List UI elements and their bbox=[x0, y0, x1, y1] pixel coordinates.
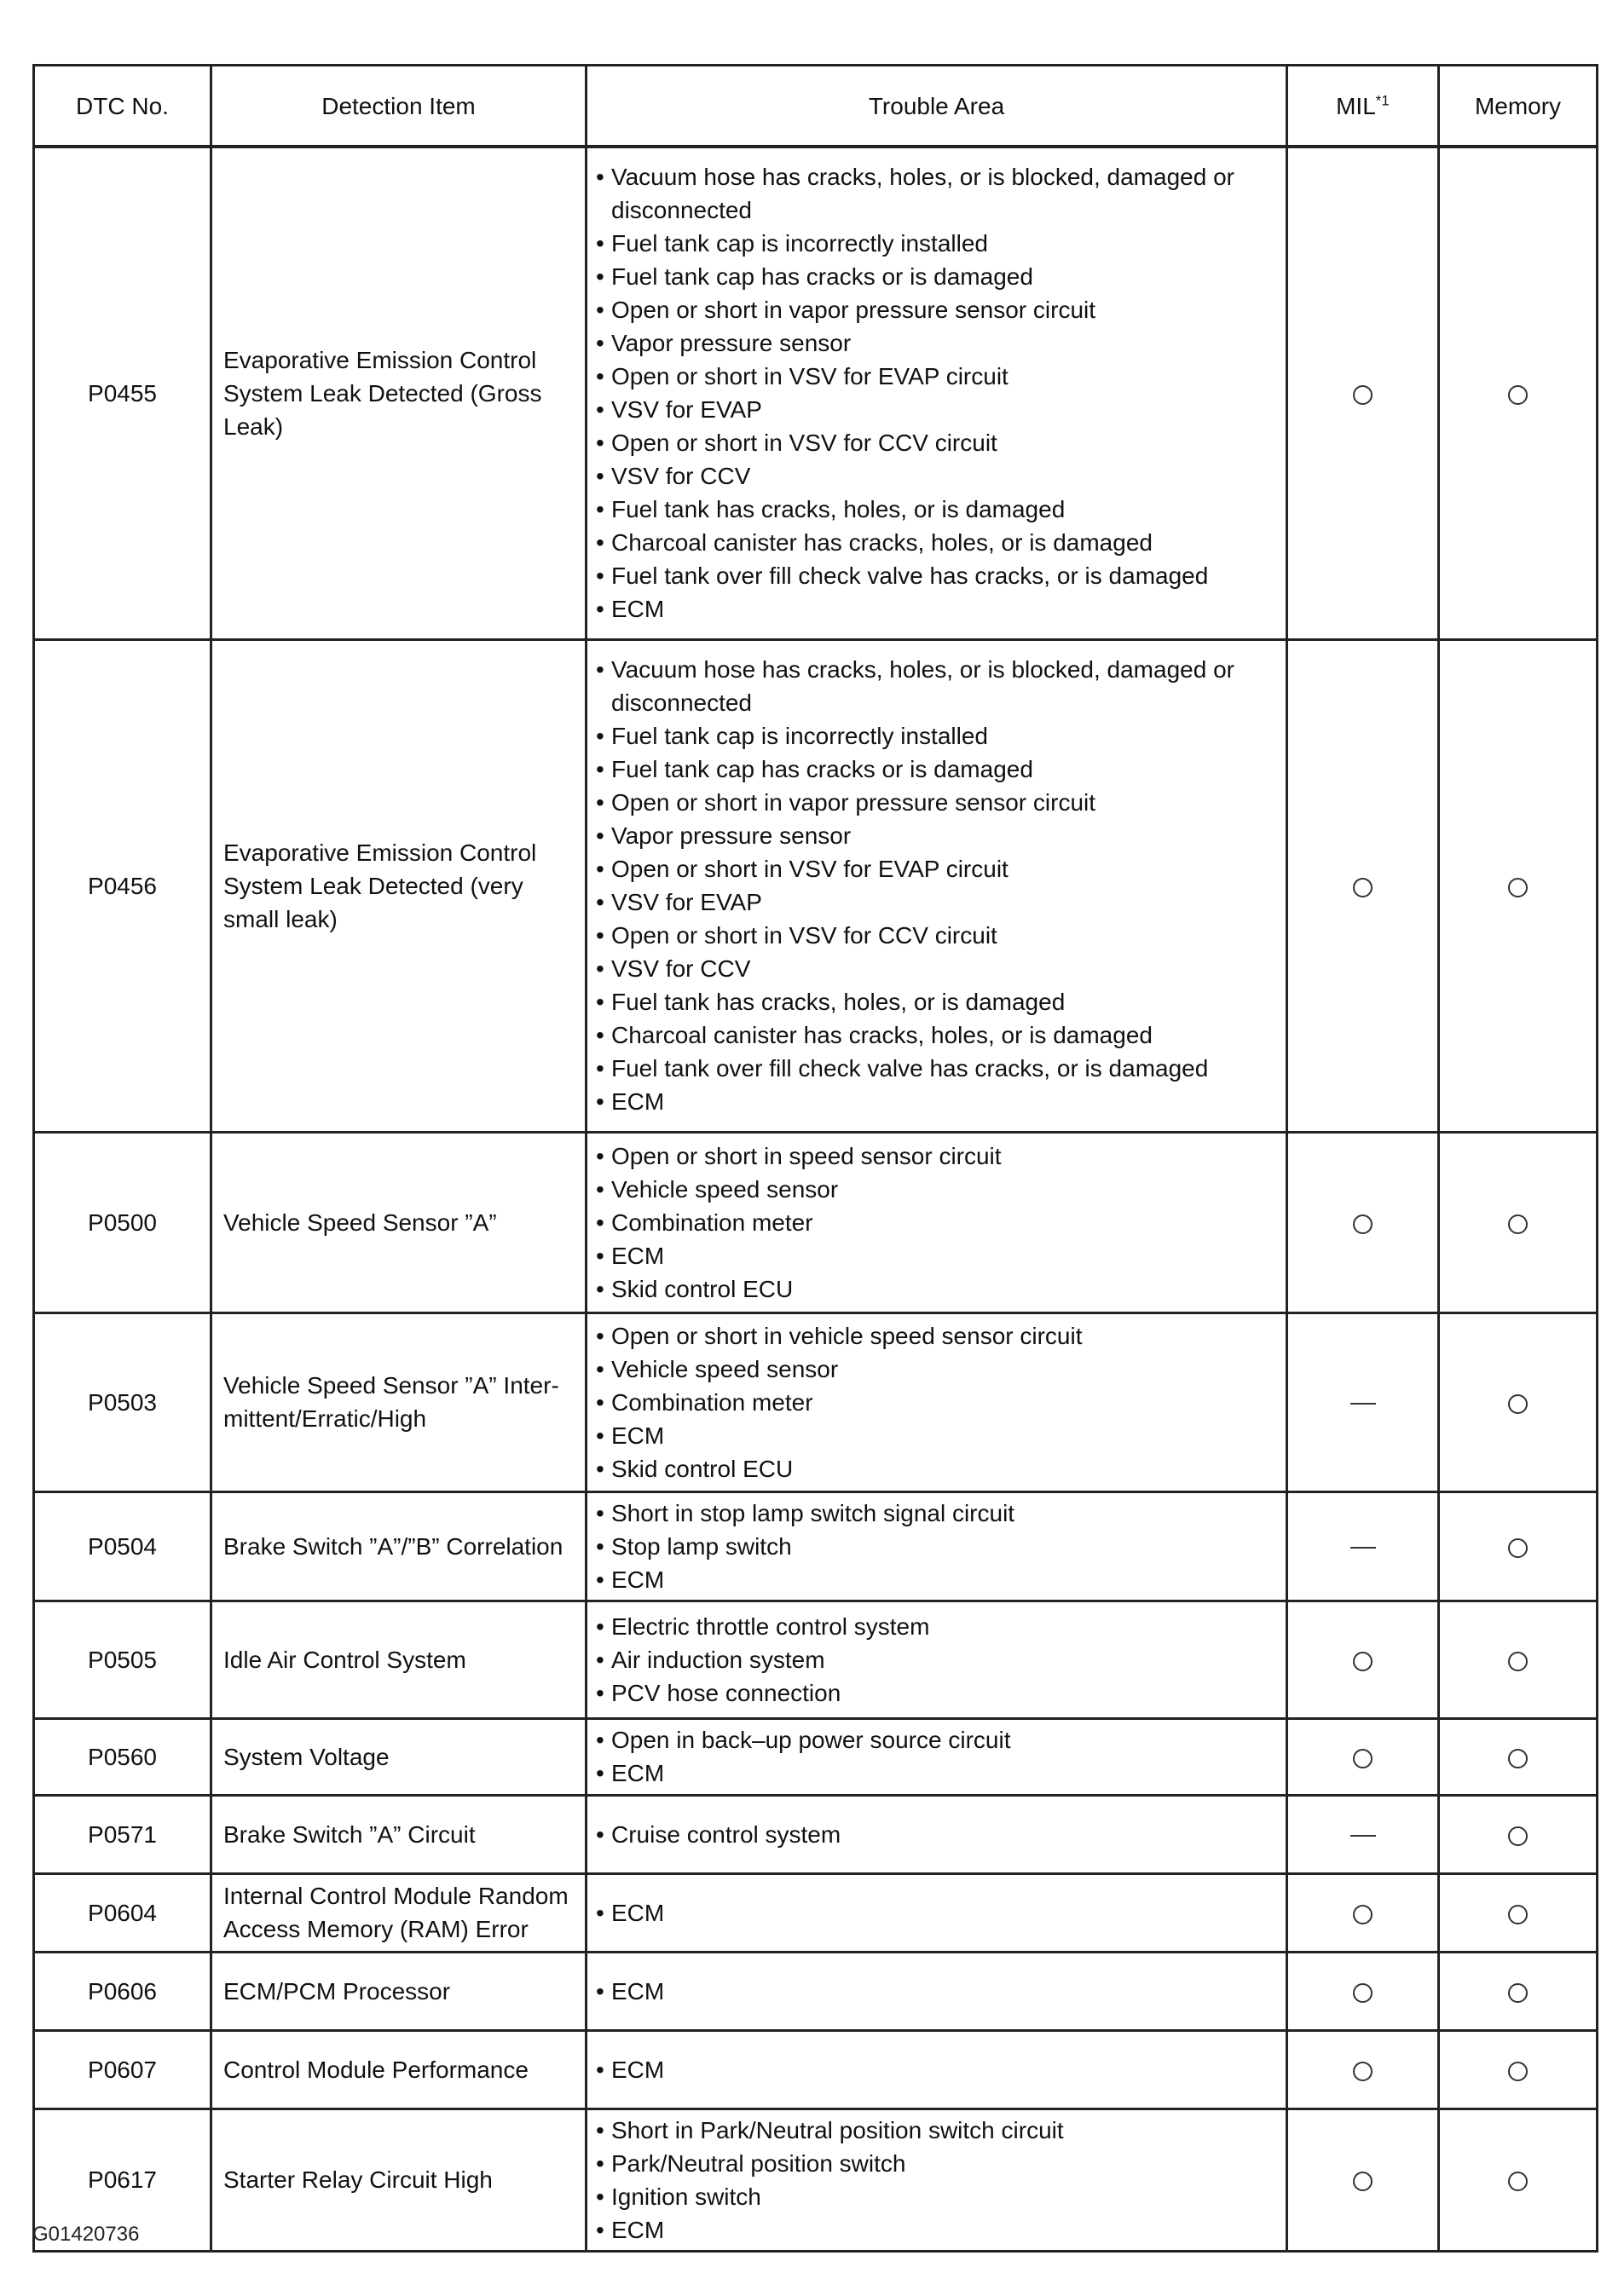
mil-cell bbox=[1287, 1873, 1439, 1952]
mil-cell bbox=[1287, 2030, 1439, 2109]
trouble-area bbox=[587, 1132, 1287, 1312]
trouble-area-item: • ECM bbox=[596, 1896, 1277, 1930]
trouble-area-item: • Ignition switch bbox=[596, 2180, 1277, 2213]
trouble-area-item: • Combination meter bbox=[596, 1386, 1277, 1419]
trouble-area-item: • VSV for CCV bbox=[596, 952, 1277, 985]
mil-cell bbox=[1287, 1795, 1439, 1873]
memory-cell bbox=[1439, 1312, 1598, 1491]
trouble-area-item: • VSV for EVAP bbox=[596, 886, 1277, 919]
memory-cell bbox=[1439, 1718, 1598, 1795]
dtc-code: P0505 bbox=[34, 1601, 211, 1718]
dtc-code: P0456 bbox=[34, 639, 211, 1132]
trouble-area-item: • Fuel tank cap is incorrectly installed bbox=[596, 227, 1277, 260]
detection-item: Evaporative Emission Control System Leak Detected (Gross Leak) bbox=[211, 147, 587, 639]
trouble-area-list bbox=[596, 1319, 1277, 1485]
detection-item: Idle Air Control System bbox=[211, 1601, 587, 1718]
mil-circle-icon bbox=[1353, 1983, 1373, 2003]
trouble-area-item: • ECM bbox=[596, 1419, 1277, 1452]
trouble-area-item: • ECM bbox=[596, 592, 1277, 626]
trouble-area-item: • Short in Park/Neutral position switch circuit bbox=[596, 2114, 1277, 2147]
detection-item: Brake Switch ”A”/”B” Correlation bbox=[211, 1491, 587, 1601]
header-memory: Memory bbox=[1439, 66, 1598, 147]
memory-circle-icon bbox=[1508, 1905, 1528, 1924]
trouble-area-item: • ECM bbox=[596, 1085, 1277, 1118]
table-row bbox=[34, 1312, 1598, 1491]
trouble-area-item: • Fuel tank over fill check valve has cracks, or is damaged bbox=[596, 559, 1277, 592]
table-row bbox=[34, 1491, 1598, 1601]
dtc-code: P0500 bbox=[34, 1132, 211, 1312]
trouble-area-item: • Fuel tank has cracks, holes, or is damaged bbox=[596, 985, 1277, 1018]
detection-item: Vehicle Speed Sensor ”A” bbox=[211, 1132, 587, 1312]
trouble-area-item: • Charcoal canister has cracks, holes, or is damaged bbox=[596, 526, 1277, 559]
table-row bbox=[34, 639, 1598, 1132]
memory-cell bbox=[1439, 1952, 1598, 2030]
memory-cell bbox=[1439, 1491, 1598, 1601]
dtc-table bbox=[32, 64, 1598, 2253]
table-row bbox=[34, 1132, 1598, 1312]
trouble-area bbox=[587, 1312, 1287, 1491]
detection-item: Vehicle Speed Sensor ”A” Inter- mittent/Erratic/High bbox=[211, 1312, 587, 1491]
trouble-area-list bbox=[596, 1139, 1277, 1306]
dtc-code: P0504 bbox=[34, 1491, 211, 1601]
trouble-area-item: • Fuel tank has cracks, holes, or is damaged bbox=[596, 493, 1277, 526]
trouble-area-item: • ECM bbox=[596, 1975, 1277, 2008]
dtc-code: P0571 bbox=[34, 1795, 211, 1873]
mil-circle-icon bbox=[1353, 878, 1373, 897]
mil-dash-icon bbox=[1350, 1547, 1376, 1549]
dtc-code: P0503 bbox=[34, 1312, 211, 1491]
memory-cell bbox=[1439, 1795, 1598, 1873]
mil-circle-icon bbox=[1353, 1749, 1373, 1768]
trouble-area-list bbox=[596, 1497, 1277, 1596]
header-mil bbox=[1287, 66, 1439, 147]
trouble-area-list bbox=[596, 1896, 1277, 1930]
trouble-area bbox=[587, 1795, 1287, 1873]
mil-cell bbox=[1287, 1601, 1439, 1718]
mil-circle-icon bbox=[1353, 1214, 1373, 1234]
trouble-area-item: • Fuel tank cap has cracks or is damaged bbox=[596, 260, 1277, 293]
detection-item: Internal Control Module Random Access Memory (RAM) Error bbox=[211, 1873, 587, 1952]
memory-cell bbox=[1439, 2030, 1598, 2109]
trouble-area-list bbox=[596, 1818, 1277, 1851]
mil-dash-icon bbox=[1350, 1403, 1376, 1405]
trouble-area-item: • Open or short in vapor pressure sensor circuit bbox=[596, 786, 1277, 819]
header-mil-footnote: *1 bbox=[1375, 92, 1390, 109]
table-row bbox=[34, 1718, 1598, 1795]
trouble-area-item: • Vacuum hose has cracks, holes, or is blocked, damaged or disconnected bbox=[596, 653, 1277, 719]
table-row bbox=[34, 1873, 1598, 1952]
memory-circle-icon bbox=[1508, 1983, 1528, 2003]
trouble-area-item: • ECM bbox=[596, 2053, 1277, 2086]
trouble-area-item: • Fuel tank cap is incorrectly installed bbox=[596, 719, 1277, 753]
mil-cell bbox=[1287, 1312, 1439, 1491]
trouble-area-list bbox=[596, 653, 1277, 1118]
trouble-area bbox=[587, 1873, 1287, 1952]
mil-cell bbox=[1287, 1718, 1439, 1795]
mil-circle-icon bbox=[1353, 1905, 1373, 1924]
trouble-area-item: • Electric throttle control system bbox=[596, 1610, 1277, 1643]
trouble-area-item: • ECM bbox=[596, 1239, 1277, 1272]
trouble-area-item: • Park/Neutral position switch bbox=[596, 2147, 1277, 2180]
mil-cell bbox=[1287, 1952, 1439, 2030]
trouble-area-item: • Vehicle speed sensor bbox=[596, 1353, 1277, 1386]
trouble-area-item: • Short in stop lamp switch signal circuit bbox=[596, 1497, 1277, 1530]
trouble-area-item: • PCV hose connection bbox=[596, 1676, 1277, 1710]
trouble-area-item: • VSV for EVAP bbox=[596, 393, 1277, 426]
trouble-area-item: • Cruise control system bbox=[596, 1818, 1277, 1851]
memory-circle-icon bbox=[1508, 1652, 1528, 1671]
memory-circle-icon bbox=[1508, 1538, 1528, 1558]
memory-cell bbox=[1439, 639, 1598, 1132]
trouble-area-item: • Air induction system bbox=[596, 1643, 1277, 1676]
header-trouble-area: Trouble Area bbox=[587, 66, 1287, 147]
dtc-code: P0560 bbox=[34, 1718, 211, 1795]
header-row bbox=[34, 66, 1598, 147]
trouble-area-item: • ECM bbox=[596, 1563, 1277, 1596]
memory-circle-icon bbox=[1508, 1394, 1528, 1414]
mil-circle-icon bbox=[1353, 385, 1373, 405]
mil-dash-icon bbox=[1350, 1835, 1376, 1837]
dtc-table-body bbox=[34, 147, 1598, 2251]
trouble-area-list bbox=[596, 1610, 1277, 1710]
trouble-area-item: • Open or short in VSV for EVAP circuit bbox=[596, 852, 1277, 886]
trouble-area-item: • Vapor pressure sensor bbox=[596, 326, 1277, 360]
trouble-area-item: • Open or short in speed sensor circuit bbox=[596, 1139, 1277, 1173]
trouble-area-item: • Vehicle speed sensor bbox=[596, 1173, 1277, 1206]
mil-cell bbox=[1287, 1491, 1439, 1601]
memory-circle-icon bbox=[1508, 1826, 1528, 1846]
figure-id: G01420736 bbox=[32, 2223, 140, 2246]
trouble-area-item: • ECM bbox=[596, 1757, 1277, 1790]
dtc-code: P0604 bbox=[34, 1873, 211, 1952]
table-row bbox=[34, 1601, 1598, 1718]
memory-cell bbox=[1439, 1132, 1598, 1312]
detection-item: ECM/PCM Processor bbox=[211, 1952, 587, 2030]
mil-circle-icon bbox=[1353, 1652, 1373, 1671]
memory-cell bbox=[1439, 2109, 1598, 2251]
mil-cell bbox=[1287, 2109, 1439, 2251]
table-row bbox=[34, 147, 1598, 639]
memory-cell bbox=[1439, 1873, 1598, 1952]
trouble-area bbox=[587, 1601, 1287, 1718]
memory-cell bbox=[1439, 147, 1598, 639]
detection-item: Starter Relay Circuit High bbox=[211, 2109, 587, 2251]
memory-circle-icon bbox=[1508, 1214, 1528, 1234]
trouble-area-item: • Open or short in vapor pressure sensor circuit bbox=[596, 293, 1277, 326]
trouble-area-list bbox=[596, 1975, 1277, 2008]
trouble-area-item: • Vapor pressure sensor bbox=[596, 819, 1277, 852]
memory-circle-icon bbox=[1508, 385, 1528, 405]
detection-item: Brake Switch ”A” Circuit bbox=[211, 1795, 587, 1873]
trouble-area bbox=[587, 1718, 1287, 1795]
memory-cell bbox=[1439, 1601, 1598, 1718]
trouble-area bbox=[587, 1491, 1287, 1601]
table-row bbox=[34, 1795, 1598, 1873]
mil-cell bbox=[1287, 147, 1439, 639]
trouble-area-item: • Open or short in vehicle speed sensor circuit bbox=[596, 1319, 1277, 1353]
trouble-area-item: • Fuel tank over fill check valve has cracks, or is damaged bbox=[596, 1052, 1277, 1085]
detection-item: Evaporative Emission Control System Leak Detected (very small leak) bbox=[211, 639, 587, 1132]
trouble-area-item: • ECM bbox=[596, 2213, 1277, 2247]
trouble-area bbox=[587, 2030, 1287, 2109]
trouble-area bbox=[587, 639, 1287, 1132]
table-row bbox=[34, 1952, 1598, 2030]
trouble-area-item: • VSV for CCV bbox=[596, 459, 1277, 493]
detection-item: System Voltage bbox=[211, 1718, 587, 1795]
table-row bbox=[34, 2109, 1598, 2251]
memory-circle-icon bbox=[1508, 2062, 1528, 2081]
header-dtc: DTC No. bbox=[34, 66, 211, 147]
dtc-code: P0607 bbox=[34, 2030, 211, 2109]
trouble-area bbox=[587, 1952, 1287, 2030]
mil-circle-icon bbox=[1353, 2062, 1373, 2081]
trouble-area-item: • Open or short in VSV for CCV circuit bbox=[596, 426, 1277, 459]
trouble-area-item: • Stop lamp switch bbox=[596, 1530, 1277, 1563]
memory-circle-icon bbox=[1508, 878, 1528, 897]
trouble-area-item: • Fuel tank cap has cracks or is damaged bbox=[596, 753, 1277, 786]
dtc-code: P0455 bbox=[34, 147, 211, 639]
header-mil-label: MIL bbox=[1336, 92, 1376, 119]
trouble-area-item: • Skid control ECU bbox=[596, 1452, 1277, 1485]
memory-circle-icon bbox=[1508, 1749, 1528, 1768]
trouble-area-item: • Open in back–up power source circuit bbox=[596, 1723, 1277, 1757]
trouble-area-item: • Open or short in VSV for CCV circuit bbox=[596, 919, 1277, 952]
memory-circle-icon bbox=[1508, 2172, 1528, 2191]
header-detection-item: Detection Item bbox=[211, 66, 587, 147]
trouble-area bbox=[587, 147, 1287, 639]
trouble-area-list bbox=[596, 2114, 1277, 2247]
trouble-area-item: • Vacuum hose has cracks, holes, or is blocked, damaged or disconnected bbox=[596, 160, 1277, 227]
trouble-area-item: • Charcoal canister has cracks, holes, or is damaged bbox=[596, 1018, 1277, 1052]
dtc-code: P0606 bbox=[34, 1952, 211, 2030]
trouble-area-item: • Skid control ECU bbox=[596, 1272, 1277, 1306]
mil-cell bbox=[1287, 639, 1439, 1132]
table-row bbox=[34, 2030, 1598, 2109]
trouble-area-list bbox=[596, 160, 1277, 626]
detection-item: Control Module Performance bbox=[211, 2030, 587, 2109]
trouble-area bbox=[587, 2109, 1287, 2251]
trouble-area-item: • Combination meter bbox=[596, 1206, 1277, 1239]
mil-cell bbox=[1287, 1132, 1439, 1312]
mil-circle-icon bbox=[1353, 2172, 1373, 2191]
trouble-area-item: • Open or short in VSV for EVAP circuit bbox=[596, 360, 1277, 393]
trouble-area-list bbox=[596, 1723, 1277, 1790]
dtc-code: P0617 bbox=[34, 2109, 211, 2251]
trouble-area-list bbox=[596, 2053, 1277, 2086]
